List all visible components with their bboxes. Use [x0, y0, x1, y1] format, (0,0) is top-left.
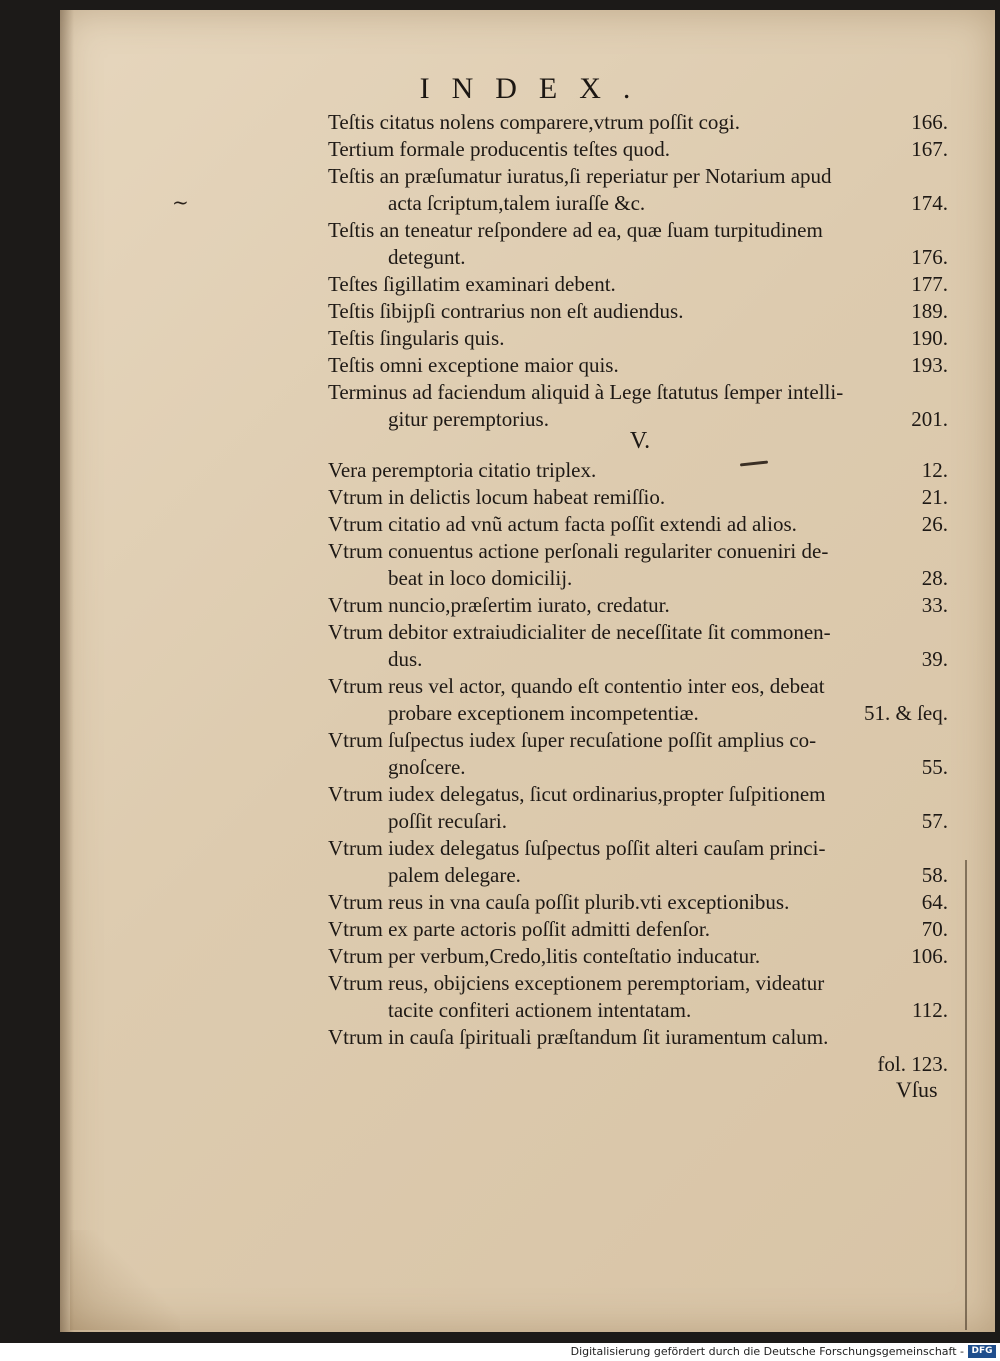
- index-entry: [328, 889, 948, 916]
- index-entry: [328, 511, 948, 538]
- index-entry: [328, 352, 948, 379]
- index-entry: [328, 592, 948, 619]
- dfg-logo-icon: DFG: [968, 1345, 996, 1358]
- entry-text: Teſtis an præſumatur iuratus,ſi reperiatur per Notarium apud: [328, 164, 832, 188]
- entry-text: poſſit recuſari.: [388, 809, 507, 833]
- index-entry: [328, 943, 948, 970]
- entry-page: 190.: [911, 326, 948, 350]
- entry-text: Vtrum per verbum,Credo,litis conteſtatio inducatur.: [328, 944, 761, 968]
- entry-text: Vtrum in cauſa ſpirituali præſtandum ſit iuramentum calum.: [328, 1025, 829, 1049]
- index-entry: [328, 673, 948, 700]
- page-gutter-shadow: [60, 10, 74, 1332]
- index-entry-continuation: [388, 862, 948, 889]
- entry-text: Vtrum reus vel actor, quando eſt contentio inter eos, debeat: [328, 674, 825, 698]
- entry-page: 51. & ſeq.: [864, 701, 948, 725]
- index-entry: [328, 619, 948, 646]
- index-entry: [328, 271, 948, 298]
- entry-page: 70.: [921, 917, 948, 941]
- entry-page: 106.: [911, 944, 948, 968]
- entry-page: 21.: [921, 485, 948, 509]
- index-entry: [328, 484, 948, 511]
- entry-page: fol. 123.: [877, 1052, 948, 1076]
- index-entry: [328, 325, 948, 352]
- entry-text: Vtrum iudex delegatus, ſicut ordinarius,propter ſuſpitionem: [328, 782, 826, 806]
- index-entry-continuation: [388, 808, 948, 835]
- entry-text: Teſtis an teneatur reſpondere ad ea, quæ ſuam turpitudinem: [328, 218, 823, 242]
- index-entry: [328, 298, 948, 325]
- entry-page: 167.: [911, 137, 948, 161]
- entry-page: 28.: [921, 566, 948, 590]
- entry-page: 176.: [911, 245, 948, 269]
- entry-page: 39.: [921, 647, 948, 671]
- entry-text: probare exceptionem incompetentiæ.: [388, 701, 699, 725]
- entry-text: Vtrum reus, obijciens exceptionem peremptoriam, videatur: [328, 971, 825, 995]
- index-entry: [328, 109, 948, 136]
- entry-page: 201.: [911, 407, 948, 431]
- margin-ink-mark: ~: [172, 190, 189, 214]
- index-entry-continuation: [388, 565, 948, 592]
- entry-text: Vtrum ſuſpectus iudex ſuper recuſatione poſſit amplius co-: [328, 728, 817, 752]
- entry-text: Vtrum conuentus actione perſonali regulariter conueniri de-: [328, 539, 829, 563]
- entry-text: Teſtis omni exceptione maior quis.: [328, 353, 619, 377]
- index-entry: [328, 1024, 948, 1051]
- index-entry: [328, 379, 948, 406]
- entry-page: 12.: [921, 458, 948, 482]
- index-entry: [328, 217, 948, 244]
- index-entry-continuation: [388, 244, 948, 271]
- entry-text: detegunt.: [388, 245, 466, 269]
- entry-text: Teſtis ſibijpſi contrarius non eſt audiendus.: [328, 299, 684, 323]
- entry-page: 193.: [911, 353, 948, 377]
- index-entry: [328, 970, 948, 997]
- entry-text: Vtrum debitor extraiudicialiter de neceſſitate ſit commonen-: [328, 620, 831, 644]
- entry-text: Vtrum nuncio,præſertim iurato, credatur.: [328, 593, 670, 617]
- entry-page: 174.: [911, 191, 948, 215]
- entry-page: 64.: [921, 890, 948, 914]
- index-entry-continuation: [388, 754, 948, 781]
- entry-page: 112.: [912, 998, 948, 1022]
- entry-text: Terminus ad faciendum aliquid à Lege ſtatutus ſemper intelli-: [328, 380, 844, 404]
- entry-page: 189.: [911, 299, 948, 323]
- entry-text: gitur peremptorius.: [388, 407, 549, 431]
- page-title: INDEX.: [419, 72, 653, 105]
- entry-page: 33.: [921, 593, 948, 617]
- entry-text: Vtrum iudex delegatus ſuſpectus poſſit alteri cauſam princi-: [328, 836, 826, 860]
- index-entry: [328, 835, 948, 862]
- catchword: Vſus: [896, 1077, 938, 1102]
- index-entry-continuation: [388, 997, 948, 1024]
- index-entry: [328, 781, 948, 808]
- index-entry: [328, 538, 948, 565]
- index-entry: [328, 457, 948, 484]
- index-entry: [328, 163, 948, 190]
- page-corner-stain: [70, 1230, 180, 1330]
- section-heading: V.: [629, 428, 651, 454]
- index-entry-continuation: [388, 190, 948, 217]
- entry-text: palem delegare.: [388, 863, 521, 887]
- entry-text: gnoſcere.: [388, 755, 466, 779]
- entry-text: beat in loco domicilij.: [388, 566, 573, 590]
- index-entry-continuation: [388, 700, 948, 727]
- footer-bar: [0, 1343, 1000, 1361]
- entry-text: Vera peremptoria citatio triplex.: [328, 458, 597, 482]
- entry-text: Teſtes ſigillatim examinari debent.: [328, 272, 616, 296]
- entry-text: Vtrum ex parte actoris poſſit admitti defenſor.: [328, 917, 710, 941]
- entry-page: 26.: [921, 512, 948, 536]
- page-edge-line: [965, 860, 967, 1330]
- index-entry-continuation: [328, 1051, 948, 1078]
- index-entry: [328, 916, 948, 943]
- entry-page: 58.: [921, 863, 948, 887]
- entry-text: Vtrum citatio ad vnũ actum facta poſſit extendi ad alios.: [328, 512, 797, 536]
- entry-page: 57.: [921, 809, 948, 833]
- footer-credit: Digitalisierung gefördert durch die Deutsche Forschungsgemeinschaft -: [570, 1345, 964, 1358]
- entry-text: Teſtis citatus nolens comparere,vtrum poſſit cogi.: [328, 110, 741, 134]
- entry-text: tacite confiteri actionem intentatam.: [388, 998, 692, 1022]
- entry-page: 55.: [921, 755, 948, 779]
- entry-text: Vtrum reus in vna cauſa poſſit plurib.vti exceptionibus.: [328, 890, 790, 914]
- entry-page: 166.: [911, 110, 948, 134]
- entry-page: 177.: [911, 272, 948, 296]
- entry-text: Vtrum in delictis locum habeat remiſſio.: [328, 485, 666, 509]
- index-entry-continuation: [388, 646, 948, 673]
- index-entry: [328, 727, 948, 754]
- index-entry: [328, 136, 948, 163]
- entry-text: acta ſcriptum,talem iuraſſe &c.: [388, 191, 646, 215]
- entry-text: Tertium formale producentis teſtes quod.: [328, 137, 671, 161]
- entry-text: dus.: [388, 647, 423, 671]
- entry-text: Teſtis ſingularis quis.: [328, 326, 505, 350]
